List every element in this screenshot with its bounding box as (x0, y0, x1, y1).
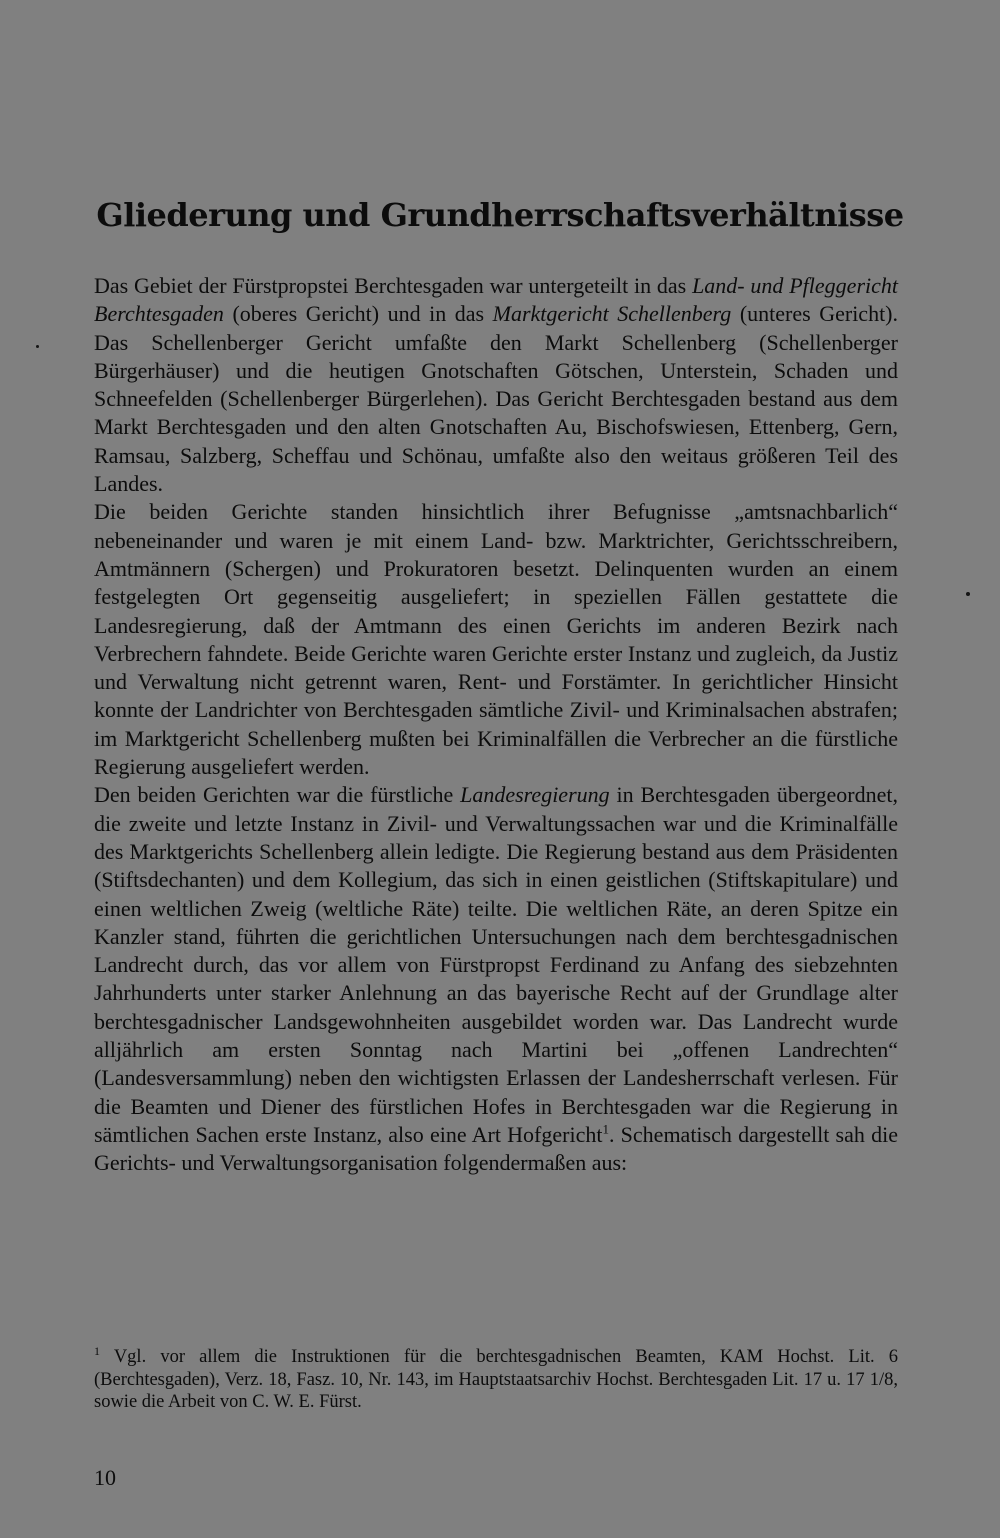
body-text (94, 272, 898, 1178)
paragraph-3-text-a: Den beiden Gerichten war die fürstliche (94, 782, 461, 808)
paragraph-2: Die beiden Gerichte standen hinsichtlich ihrer Befugnisse „amtsnachbarlich“ nebeneinander und waren je mit einem Land- bzw. Marktrichter, Gerichtsschreibern, Amtmännern (Schergen) und Prokuratoren besetzt. Delinquenten wurden an einem festgelegten Ort gegenseitig ausgeliefert; in speziellen Fällen gestattete die Landesregierung, daß der Amtmann des einen Gerichts im anderen Bezirk nach Verbrechern fahndete. Beide Gerichte waren Gerichte erster Instanz und zugleich, da Justiz und Verwaltung nicht getrennt waren, Rent- und Forstämter. In gerichtlicher Hinsicht konnte der Landrichter von Berchtesgaden sämtliche Zivil- und Kriminalsachen abstrafen; im Marktgericht Schellenberg mußten bei Kriminalfällen die Verbrecher an die fürstliche Regierung ausgeliefert werden. (94, 499, 898, 780)
scan-speck (36, 345, 39, 348)
footnote-marker: 1 (94, 1343, 100, 1358)
footnote (94, 1343, 898, 1414)
scan-speck (966, 592, 970, 596)
page-number: 10 (94, 1465, 116, 1490)
paragraph-1-italic-marktgericht: Marktgericht Schellenberg (492, 301, 732, 327)
paragraph-1 (94, 272, 898, 498)
paragraph-1-text-c: (unteres Gericht). Das Schellenberger Gericht umfaßte den Markt Schellenberg (Schellenberger Bürgerhäuser) und die heutigen Gnotschaften Götschen, Unterstein, Schaden und Schneefelden (Schellenberger Bürgerlehen). Das Gericht Berchtesgaden bestand aus dem Markt Berchtesgaden und den alten Gnotschaften Au, Bischofswiesen, Ettenberg, Gern, Ramsau, Salzberg, Scheffau und Schönau, umfaßte also den weitaus größeren Teil des Landes. (94, 301, 899, 497)
paragraph-3-text-b: in Berchtesgaden übergeordnet, die zweite und letzte Instanz in Zivil- und Verwaltungssachen war und die Kriminalfälle des Marktgerichts Schellenberg allein ledigte. Die Regierung bestand aus dem Präsidenten (Stiftsdechanten) und dem Kollegium, das sich in einen geistlichen (Stiftskapitulare) und einen weltlichen Zweig (weltliche Räte) teilte. Die weltlichen Räte, an deren Spitze ein Kanzler stand, führten die gerichtlichen Untersuchungen nach dem berchtesgadnischen Landrecht durch, das vor allem von Fürstpropst Ferdinand zu Anfang des siebzehnten Jahrhunderts unter starker Anlehnung an das bayerische Recht auf der Grundlage alter berchtesgadnischer Landsgewohnheiten ausgebildet worden war. Das Landrecht wurde alljährlich am ersten Sonntag nach Martini bei „offenen Landrechten“ (Landesversammlung) neben den wichtigsten Erlassen der Landesherrschaft verlesen. Für die Beamten und Diener des fürstlichen Hofes in Berchtesgaden war die Regierung in sämtlichen Sachen erste Instanz, also eine Art Hofgericht (94, 782, 898, 1147)
paragraph-3-text-c: . Schematisch dargestellt sah die Gerichts- und Verwaltungsorganisation folgendermaßen aus: (94, 1121, 898, 1176)
footnote-reference[interactable]: 1 (602, 1121, 609, 1137)
paragraph-1-italic-landgericht: Land- und Pfleggericht Berchtesgaden (94, 273, 898, 327)
paragraph-3 (94, 781, 898, 1177)
chapter-title: Gliederung und Grundherrschaftsverhältnisse (96, 196, 904, 234)
paragraph-1-text-a: Das Gebiet der Fürstpropstei Berchtesgaden war untergeteilt in das (94, 273, 693, 298)
paragraph-1-text-b: (oberes Gericht) und in das (223, 301, 493, 327)
footnote-text: Vgl. vor allem die Instruktionen für die berchtesgadnischen Beamten, KAM Hochst. Lit. 6 (Berchtesgaden), Verz. 18, Fasz. 10, Nr. 143, im Hauptstaatsarchiv Hochst. Berchtesgaden Lit. 17 u. 17 1/8, sowie die Arbeit von C. W. E. Fürst. (94, 1347, 898, 1412)
paragraph-3-italic-landesregierung: Landesregierung (460, 782, 610, 808)
